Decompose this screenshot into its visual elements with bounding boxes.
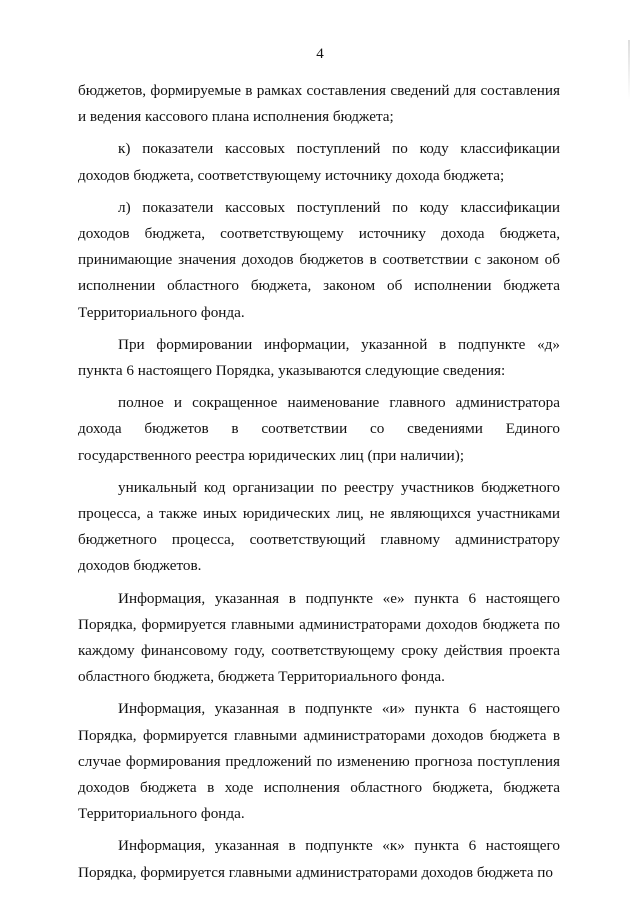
- paragraph: к) показатели кассовых поступлений по коду классификации доходов бюджета, соответствующему источнику дохода бюджета;: [78, 140, 560, 184]
- paragraph: Информация, указанная в подпункте «к» пункта 6 настоящего Порядка, формируется главными администраторами доходов бюджета по: [78, 837, 560, 881]
- paragraph: л) показатели кассовых поступлений по коду классификации доходов бюджета, соответствующему источнику дохода бюджета, принимающие значения доходов бюджетов в соответствии с законом об исполнении областного бюджета, законом об исполнении бюджета Территориального фонда.: [78, 198, 560, 321]
- paragraph: полное и сокращенное наименование главного администратора дохода бюджетов в соответствии со сведениями Единого государственного реестра юридических лиц (при наличии);: [78, 394, 560, 464]
- paragraph: Информация, указанная в подпункте «и» пункта 6 настоящего Порядка, формируется главными администраторами доходов бюджета в случае формирования предложений по изменению прогноза поступления доходов бюджета в ходе исполнения областного бюджета, бюджета Территориального фонда.: [78, 700, 560, 823]
- page-number: 4: [316, 46, 324, 62]
- paragraph: Информация, указанная в подпункте «е» пункта 6 настоящего Порядка, формируется главными администраторами доходов бюджета по каждому финансовому году, соответствующему сроку действия проекта областного бюджета, бюджета Территориального фонда.: [78, 589, 560, 686]
- paragraph: При формировании информации, указанной в подпункте «д» пункта 6 настоящего Порядка, указываются следующие сведения:: [78, 335, 560, 380]
- paragraph: бюджетов, формируемые в рамках составления сведений для составления и ведения кассового плана исполнения бюджета;: [78, 82, 560, 126]
- paragraph: уникальный код организации по реестру участников бюджетного процесса, а также иных юридических лиц, не являющихся участниками бюджетного процесса, соответствующий главному администратору доходов бюджетов.: [78, 478, 560, 575]
- document-body: [78, 78, 560, 892]
